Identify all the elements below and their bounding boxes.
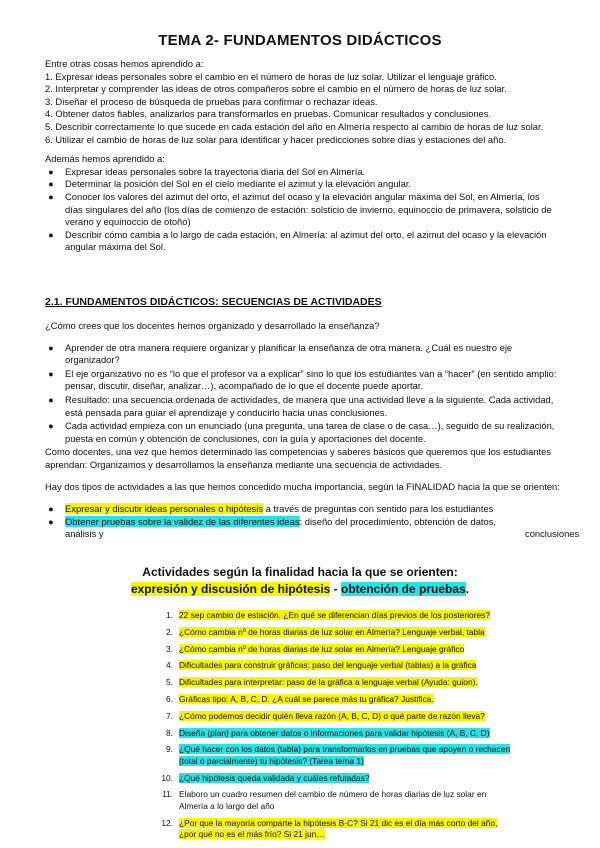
activity-item <box>155 610 515 621</box>
activity-number: 5. <box>166 677 173 688</box>
bullet-text: Determinar la posición del Sol en el cielo mediante el azimut y la elevación angular. <box>65 178 412 190</box>
learned-bullet-item <box>45 178 560 191</box>
activity-text: Dificultades para interpretar: paso de la gráfica a lenguaje verbal (Ayuda: guion). <box>179 677 478 688</box>
activity-item <box>155 744 515 767</box>
activity-text: Gráficas tipo: A, B, C, D. ¿A cuál se parece más tu gráfica? Justifica. <box>179 693 434 704</box>
types-list <box>45 503 580 541</box>
type-text: a través de preguntas con sentido para los estudiantes <box>263 503 494 515</box>
end-text: . <box>465 582 470 596</box>
type-text: análisis y <box>65 528 104 540</box>
learned-item: 6. Utilizar el cambio de horas de luz solar para identificar y hacer predicciones sobre días y estaciones del año. <box>45 133 507 145</box>
learned-item: 4. Obtener datos fiables, analizarlos para transformarlos en pruebas. Comunicar resultados y conclusiones. <box>45 108 492 120</box>
highlight-text: Obtener pruebas sobre la validez de las diferentes ideas <box>65 515 300 527</box>
type-item-evidence <box>45 516 560 529</box>
activities-title: Actividades según la finalidad hacia la que se orienten: <box>142 565 458 579</box>
type-text-end: conclusiones <box>525 528 580 540</box>
activity-item <box>155 627 515 638</box>
activity-text: ¿Cómo cambia nº de horas diarias de luz solar en Almería? Lenguaje gráfico <box>179 643 465 654</box>
bullet-text: Expresar ideas personales sobre la trayectoria diaria del Sol en Almería. <box>65 165 366 177</box>
bullet-text: Conocer los valores del azimut del orto, el azimut del ocaso y la elevación angular máxima del Sol, en Almería, los días singulares del año (los días de comienzo de estación: solsticio de invierno, equinoccio de primavera, solsticio de verano y equinoccio de otoño) <box>65 190 552 228</box>
bullet-icon: ● <box>48 191 54 202</box>
activity-number: 4. <box>166 660 173 671</box>
activity-number: 9. <box>166 744 173 755</box>
type-item-hypothesis <box>45 503 560 516</box>
learned-list <box>45 71 560 147</box>
activity-list <box>155 610 515 846</box>
activity-text: 22 sep cambio de estación. ¿En qué se diferencian días previos de los posteriores? <box>179 610 490 620</box>
bullet-icon: ● <box>48 229 54 240</box>
activity-number: 10. <box>161 772 173 783</box>
learned-section <box>45 58 560 254</box>
bullet-icon: ● <box>48 394 54 405</box>
question-text: ¿Cómo crees que los docentes hemos organizado y desarrollado la enseñanza? <box>45 320 380 331</box>
activity-number: 6. <box>166 693 173 704</box>
activity-text: Diseña (plan) para obtener datos o informaciones para validar hipótesis (A, B, C, D) <box>179 727 490 738</box>
learned-item: 2. Interpretar y comprender las ideas de otros compañeros sobre el cambio en el número de horas de luz solar. <box>45 83 507 95</box>
paragraph: Como docentes, una vez que hemos determinado las competencias y saberes básicos que queremos que los estudiantes aprendan: Organizamos y desarrollamos la enseñanza mediante una secuencia de actividades. <box>45 446 552 470</box>
activity-text: Elaboro un cuadro resumen del cambio de número de horas diarias de luz solar en Almería a lo largo del año <box>179 789 487 811</box>
activity-item <box>155 644 515 655</box>
section-body <box>45 320 580 541</box>
activity-number: 7. <box>166 710 173 721</box>
bullet-text: Describir cómo cambia a lo largo de cada estación, en Almería: al azimut del orto, el azimut del ocaso y la elevación angular máxima del Sol. <box>65 228 547 253</box>
activity-number: 2. <box>166 626 173 637</box>
learned-bullet-list <box>45 166 560 254</box>
activity-number: 11. <box>161 789 173 800</box>
activity-number: 8. <box>166 727 173 738</box>
activity-item <box>155 789 515 812</box>
learned-bullet-item <box>45 191 560 229</box>
points-list <box>45 342 560 446</box>
separator-text: - <box>330 582 342 596</box>
activity-text: ¿Cómo cambia nº de horas diarias de luz solar en Almería? Lenguaje verbal, tabla <box>179 626 485 637</box>
activity-text: ¿Cómo podemos decidir quién lleva razón (A, B, C, D) o qué parte de razón lleva? <box>179 710 485 721</box>
activity-number: 1. <box>166 610 173 620</box>
highlight-text: obtención de pruebas <box>341 582 466 596</box>
activities-subtitle <box>0 582 600 597</box>
activity-item <box>155 677 515 688</box>
learned-bullet-item <box>45 229 560 254</box>
bullet-icon: ● <box>48 516 54 527</box>
bullet-text: Resultado: una secuencia ordenada de actividades, de manera que una actividad lleve a la siguiente. Cada actividad, está pensada para guiar el aprendizaje y conducirlo hacia unas conclusiones. <box>65 393 554 418</box>
learned-item: 3. Diseñar el proceso de búsqueda de pruebas para confirmar o rechazar ideas. <box>45 95 378 107</box>
type-item-evidence-continued <box>45 528 580 541</box>
activity-item <box>155 694 515 705</box>
point-item <box>45 368 560 393</box>
highlight-text: expresión y discusión de hipótesis <box>130 582 331 596</box>
learned-item: 1. Expresar ideas personales sobre el cambio en el número de horas de luz solar. Utilizar el lenguaje gráfico. <box>45 70 497 82</box>
activity-item <box>155 773 515 784</box>
highlight-text: Expresar y discutir ideas personales o hipótesis <box>65 503 264 515</box>
activity-text: ¿Qué hacer con los datos (tabla) para transformarlos en pruebas que apoyen o rechacen (total o parcialmente) tu hipótesis? (Tarea tema 1) <box>179 744 511 766</box>
learned-bullet-item <box>45 166 560 179</box>
activity-item <box>155 660 515 671</box>
point-item <box>45 420 560 445</box>
activity-number: 3. <box>166 643 173 654</box>
bullet-text: Cada actividad empieza con un enunciado (una pregunta, una tarea de clase o de casa…), seguido de su realización, puesta en común y obtención de conclusiones, con la guía y aportaciones del docente. <box>65 420 555 444</box>
section-title: 2.1. FUNDAMENTOS DIDÁCTICOS: SECUENCIAS DE ACTIVIDADES <box>45 296 382 308</box>
point-item <box>45 342 560 367</box>
bullet-icon: ● <box>48 179 54 190</box>
activity-text: Dificultades para construir gráficas: paso del lenguaje verbal (tablas) a la gráfica <box>179 660 477 671</box>
intro-text-2: Además hemos aprendido a: <box>45 153 165 165</box>
bullet-icon: ● <box>48 368 54 379</box>
activity-item <box>155 818 515 841</box>
bullet-icon: ● <box>48 504 54 515</box>
intro-text: Entre otras cosas hemos aprendido a: <box>45 58 204 69</box>
learned-item: 5. Describir correctamente lo que sucede en cada estación del año en Almería respecto al cambio de horas de luz solar. <box>45 120 544 132</box>
bullet-icon: ● <box>48 421 54 432</box>
activity-number: 12. <box>161 817 173 828</box>
bullet-icon: ● <box>48 166 54 177</box>
paragraph-2: Hay dos tipos de actividades a las que hemos concedido mucha importancia, según la FINALIDAD hacia la que se orienten: <box>45 480 560 492</box>
activity-item <box>155 728 515 739</box>
activity-text: ¿Por que la mayoría comparte la hipótesis B-C? Si 21 dic es el día más corto del año, ¿por qué no es el más frío? Si 21 jun… <box>179 817 498 839</box>
activity-item <box>155 711 515 722</box>
bullet-text: Aprender de otra manera requiere organizar y planificar la enseñanza de otra manera. ¿Cuál es nuestro eje organizador? <box>65 341 513 366</box>
point-item <box>45 394 560 419</box>
bullet-icon: ● <box>48 342 54 353</box>
page-title: TEMA 2- FUNDAMENTOS DIDÁCTICOS <box>158 32 442 49</box>
type-text: : diseño del procedimiento, obtención de datos, <box>299 515 497 527</box>
activity-text: ¿Qué hipótesis queda validada y cuáles refutadas? <box>179 772 370 783</box>
bullet-text: El eje organizativo no es “lo que el profesor va a explicar” sino lo que los estudiantes van a “hacer” (en sentido amplio: pensar, discutir, diseñar, analizar…), acompañado de lo que el docente puede aportar. <box>65 367 557 392</box>
